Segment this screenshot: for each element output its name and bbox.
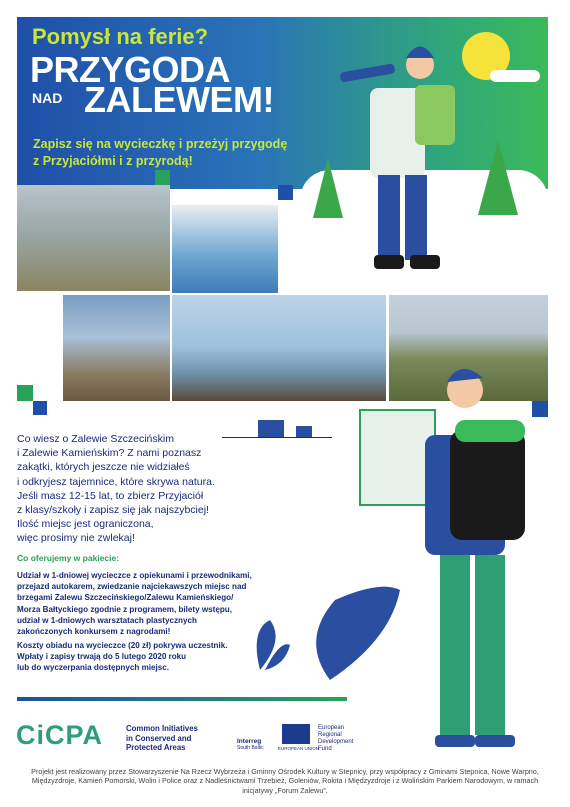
erdf-line: Fund	[318, 746, 332, 752]
footer-text	[30, 767, 540, 795]
subtitle	[33, 136, 287, 170]
cicpa-line: in Conserved and	[126, 733, 192, 743]
photo-pier	[172, 295, 386, 401]
decor-square	[278, 185, 293, 200]
title-nad: NAD	[32, 90, 63, 106]
house-icon	[296, 426, 312, 437]
interreg-logo	[237, 738, 264, 751]
cost-line: lub do wyczerpania dostępnych miejsc.	[17, 663, 170, 673]
offer-title: Co oferujemy w pakiecie:	[17, 553, 120, 563]
erdf-line: European	[318, 725, 345, 731]
eu-label: EUROPEAN UNION	[278, 746, 320, 751]
title-line2: ZALEWEM!	[84, 79, 274, 120]
footer-line: Projekt jest realizowany przez Stowarzyszenie Na Rzecz Wybrzeża i Gminny Ośrodek Kultury w Stepnicy, przy współpracy z Gminami Stepnica, Nowe Warpno,	[31, 767, 539, 776]
title-line1: PRZYGODA	[30, 49, 231, 90]
cost-line: Koszty obiadu na wycieczce (20 zł) pokrywa uczestnik.	[17, 641, 228, 650]
cicpa-logo: CiCPA	[16, 720, 104, 750]
hiker-map-illustration	[355, 360, 545, 750]
divider	[17, 697, 347, 701]
cicpa-line: Common Initiatives	[126, 724, 198, 733]
intro-text	[17, 432, 297, 546]
footer-line: inicjatywy „Forum Zalewu”.	[242, 785, 328, 795]
pre-title: Pomysł na ferie?	[32, 24, 209, 49]
erdf-label	[318, 725, 353, 753]
intro-line: i odkryjesz tajemnice, które skrywa natura.	[17, 475, 215, 488]
decor-square	[155, 170, 170, 185]
subtitle-line2: z Przyjaciółmi i z przyrodą!	[33, 154, 193, 168]
intro-line: i Zalewie Kamieńskim? Z nami poznasz	[17, 447, 202, 460]
hiker-telescope-illustration	[330, 30, 470, 275]
photo-horses	[17, 185, 170, 291]
intro-line: Ilość miejsc jest ograniczona,	[17, 518, 154, 531]
offer-line: Udział w 1-dniowej wycieczce z opiekunami i przewodnikami,	[17, 571, 252, 580]
offer-line: udział w 1-dniowych warsztatach plastycznych	[17, 615, 197, 625]
cicpa-line: Protected Areas	[126, 743, 186, 753]
intro-line: więc prosimy nie zwlekaj!	[17, 532, 135, 545]
intro-line: zakątki, których jeszcze nie widziałeś	[17, 461, 190, 474]
cicpa-subtitle	[126, 724, 198, 753]
cost-line: Wpłaty i zapisy trwają do 5 lutego 2020 roku	[17, 652, 187, 662]
decor-square	[17, 385, 33, 401]
interreg-sub: South Baltic	[237, 745, 264, 751]
photo-cattle	[63, 295, 170, 401]
offer-line: Morza Bałtyckiego zgodnie z programem, bilety wstępu,	[17, 604, 232, 614]
footer-line: Międzyzdroje, Kamień Pomorski, Wolin i Police oraz z Nadleśnictwami Trzebież, Goleniów, Rokita i Międzyzdroje i z Wolińskim Parkiem Narodowym, w ramach	[31, 776, 539, 786]
cloud-illustration	[490, 70, 540, 82]
intro-line: Co wiesz o Zalewie Szczecińskim	[17, 433, 174, 445]
intro-line: Jeśli masz 12-15 lat, to zbierz Przyjaciół	[17, 489, 204, 502]
decor-square	[33, 401, 47, 415]
subtitle-line1: Zapisz się na wycieczkę i przeżyj przygodę	[33, 137, 288, 151]
offer-line: zakończonych konkursem z nagrodami!	[17, 627, 171, 637]
eu-flag-icon	[282, 724, 310, 744]
erdf-line: Regional	[318, 732, 342, 738]
photo-seagull	[172, 205, 278, 293]
interreg-name: Interreg	[237, 738, 262, 745]
offer-line: brzegami Zalewu Szczecińskiego/Zalewu Kamieńskiego/	[17, 593, 234, 603]
intro-line: z klasy/szkoły i zapisz się jak najszybciej!	[17, 504, 209, 517]
offer-line: przejazd autokarem, zwiedzanie najciekawszych miejsc nad	[17, 582, 247, 592]
erdf-line: Development	[318, 739, 354, 745]
tree-illustration	[478, 140, 518, 215]
